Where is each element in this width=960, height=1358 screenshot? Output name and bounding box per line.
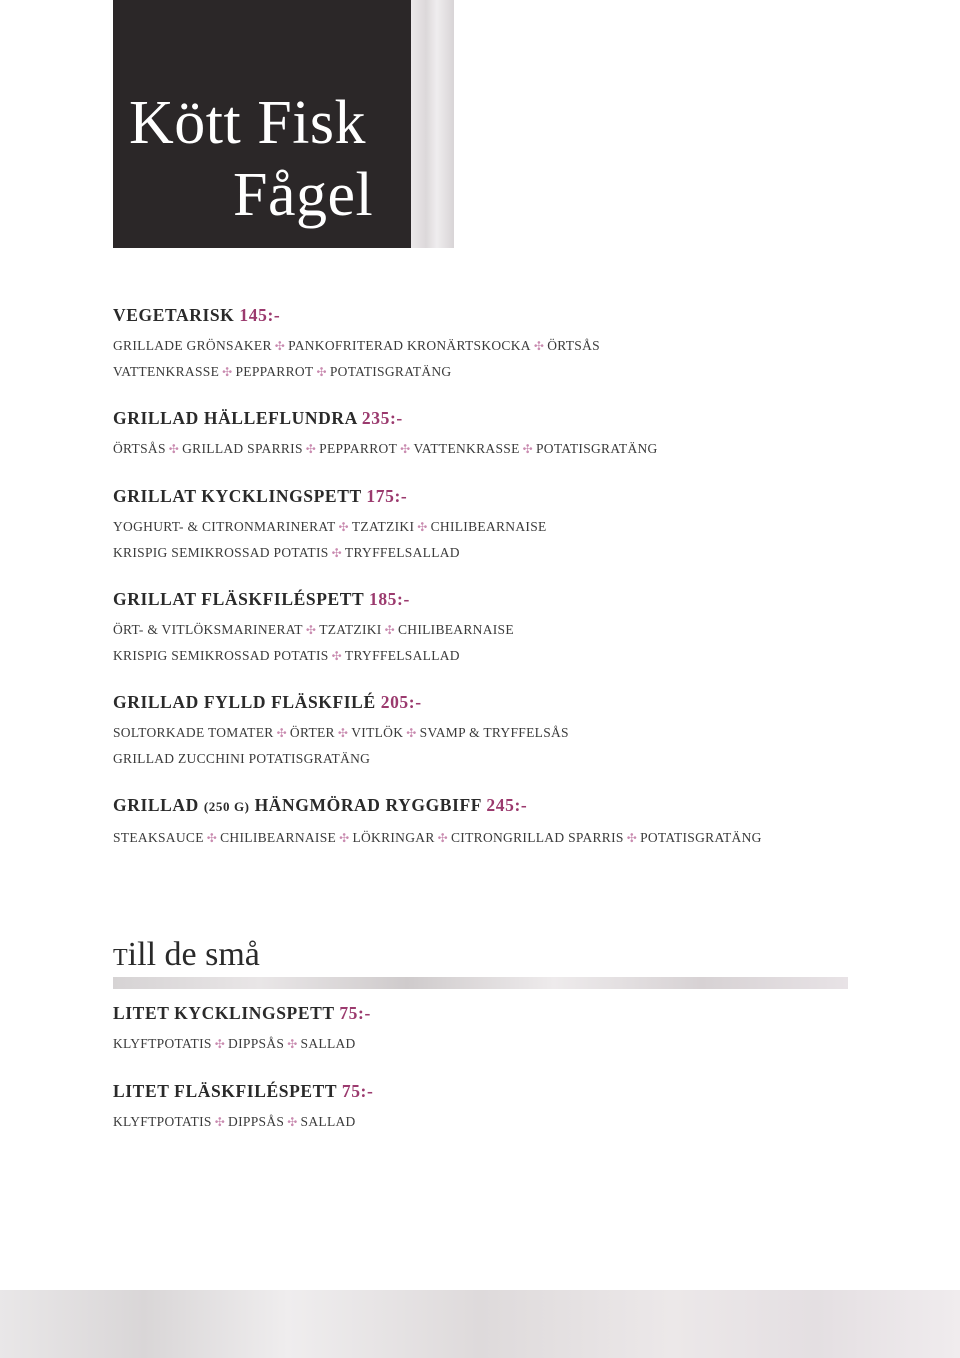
menu-item <box>113 589 833 664</box>
menu-item <box>113 795 833 846</box>
item-name: LITET FLÄSKFILÉSPETT <box>113 1081 337 1101</box>
separator-icon: ✣ <box>437 831 448 845</box>
separator-icon: ✣ <box>522 442 533 456</box>
menu-item <box>113 305 833 380</box>
item-description-line: GRILLAD ZUCCHINI POTATISGRATÄNG <box>113 751 371 766</box>
separator-icon: ✣ <box>316 365 327 379</box>
item-name: GRILLAT KYCKLINGSPETT <box>113 486 362 506</box>
item-description-line: GRILLADE GRÖNSAKER ✣ PANKOFRITERAD KRONÄRTSKOCKA ✣ ÖRTSÅS <box>113 338 600 353</box>
item-price: 185:- <box>368 589 410 609</box>
separator-icon: ✣ <box>337 726 349 740</box>
separator-icon: ✣ <box>331 649 342 663</box>
item-name: GRILLAD FYLLD FLÄSKFILÉ <box>113 692 376 712</box>
page-title-line-2: Fågel <box>233 161 374 229</box>
item-name: GRILLAD HÄLLEFLUNDRA <box>113 408 357 428</box>
title-texture-strip <box>411 0 454 248</box>
item-weight: (250 G) <box>203 799 250 814</box>
separator-icon: ✣ <box>339 831 350 845</box>
item-description-line: VATTENKRASSE ✣ PEPPARROT ✣ POTATISGRATÄNG <box>113 364 452 379</box>
separator-icon: ✣ <box>274 339 286 353</box>
separator-icon: ✣ <box>214 1115 226 1129</box>
separator-icon: ✣ <box>206 831 218 845</box>
separator-icon: ✣ <box>222 365 233 379</box>
item-price: 235:- <box>361 408 403 428</box>
item-name: GRILLAT FLÄSKFILÉSPETT <box>113 589 364 609</box>
item-description-line: KLYFTPOTATIS ✣ DIPPSÅS ✣ SALLAD <box>113 1036 356 1051</box>
separator-icon: ✣ <box>533 339 545 353</box>
separator-icon: ✣ <box>384 623 395 637</box>
separator-icon: ✣ <box>626 831 638 845</box>
item-description-line: STEAKSAUCE ✣ CHILIBEARNAISE ✣ LÖKRINGAR ✣ CITRONGRILLAD SPARRIS ✣ POTATISGRATÄNG <box>113 830 762 845</box>
menu-item <box>113 692 833 767</box>
item-description-line: ÖRTSÅS ✣ GRILLAD SPARRIS ✣ PEPPARROT ✣ VATTENKRASSE ✣ POTATISGRATÄNG <box>113 441 658 456</box>
separator-icon: ✣ <box>305 623 317 637</box>
page-title-line-1: Kött Fisk <box>129 89 367 157</box>
separator-icon: ✣ <box>406 726 417 740</box>
separator-icon: ✣ <box>331 546 342 560</box>
menu-item <box>113 1081 833 1130</box>
bottom-texture-band <box>0 1290 960 1358</box>
item-description-line: SOLTORKADE TOMATER ✣ ÖRTER ✣ VITLÖK ✣ SVAMP & TRYFFELSÅS <box>113 725 569 740</box>
item-description-line: KRISPIG SEMIKROSSAD POTATIS ✣ TRYFFELSALLAD <box>113 545 460 560</box>
item-name: GRILLAD <box>113 795 199 815</box>
item-price: 145:- <box>239 305 281 325</box>
separator-icon: ✣ <box>305 442 317 456</box>
item-description-line: ÖRT- & VITLÖKSMARINERAT ✣ TZATZIKI ✣ CHILIBEARNAISE <box>113 622 514 637</box>
menu-item <box>113 408 833 457</box>
item-name: VEGETARISK <box>113 305 235 325</box>
item-description-line: YOGHURT- & CITRONMARINERAT ✣ TZATZIKI ✣ CHILIBEARNAISE <box>113 519 547 534</box>
item-description-line: KLYFTPOTATIS ✣ DIPPSÅS ✣ SALLAD <box>113 1114 356 1129</box>
item-price: 245:- <box>486 795 528 815</box>
menu-item <box>113 1003 833 1052</box>
separator-icon: ✣ <box>214 1037 226 1051</box>
separator-icon: ✣ <box>287 1037 298 1051</box>
item-name: HÄNGMÖRAD RYGGBIFF <box>254 795 482 815</box>
separator-icon: ✣ <box>338 520 349 534</box>
separator-icon: ✣ <box>417 520 428 534</box>
separator-icon: ✣ <box>287 1115 298 1129</box>
item-price: 75:- <box>339 1003 371 1023</box>
item-description-line: KRISPIG SEMIKROSSAD POTATIS ✣ TRYFFELSALLAD <box>113 648 460 663</box>
separator-icon: ✣ <box>276 726 287 740</box>
item-price: 175:- <box>366 486 408 506</box>
section-title-kids: Till de små <box>113 936 260 973</box>
separator-icon: ✣ <box>168 442 180 456</box>
item-price: 205:- <box>380 692 422 712</box>
separator-icon: ✣ <box>400 442 411 456</box>
item-price: 75:- <box>341 1081 374 1101</box>
item-name: LITET KYCKLINGSPETT <box>113 1003 335 1023</box>
menu-item <box>113 486 833 561</box>
title-block <box>113 0 411 248</box>
section-divider <box>113 977 848 989</box>
